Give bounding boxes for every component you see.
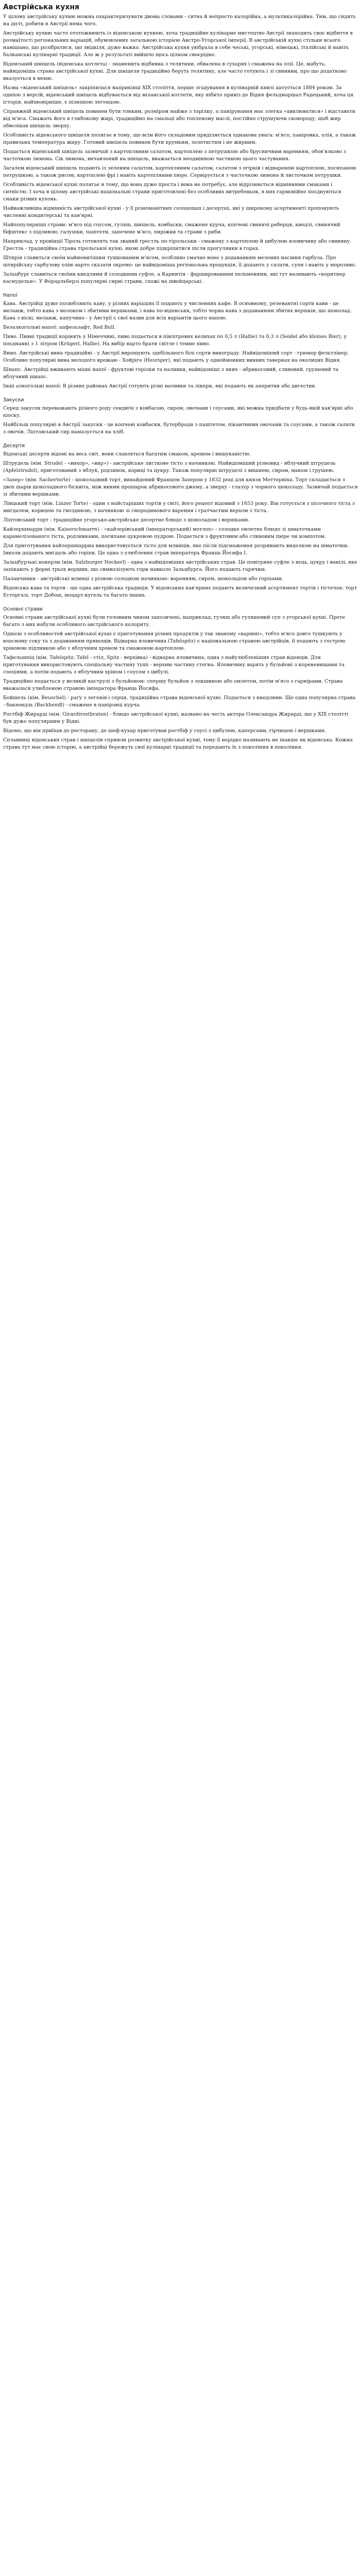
paragraph: Безалкогольні напої: апфельзафт, Red Bull. (3, 325, 116, 330)
paragraph: Основні страви австрійської кухні були головним чином запозичені, наприклад, гуляш або гуляшевий суп з угорської кухні. Проте багато з них набули особливого австрійського колориту. (3, 615, 346, 628)
paragraph: Австрійську кухню часто ототожнюють із віденською кухнею, хоча традиційне кулінарне мистецтво Австрії знаходить своє відбиття в розмаїтості регіональних варіацій, обумовлених загальною історією Австро-Угорської імперії. В австрійській кухні стільки всього намішано, що розібратися, що звідкіля, дуже важко. Австрійська кухня увібрала в себе чеські, угорські, німецькі, італійські й навіть балканські кулінарні традиції. Але ж у результаті вийшло щось цілком своєрідне. (3, 30, 353, 58)
paragraph: Найбільш популярні в Австрії закуски - це копчені ковбаски, бутерброди з паштетом, пікантними овочами та соусами, а також салати з овочів. Ліптовський сир намазується на хліб. (3, 422, 355, 435)
paragraph: «Захер» (нім. Sachertorte) - шоколадний торт, винайдений Францом Захером у 1832 році для князя Меттерніха. Торт складається з двох шарів шоколадного бісквіта, між якими прошарок абрикосового джему, а зверху - глазур з чорного шоколаду. Зазвичай подається зі збитими вершками. (3, 477, 358, 497)
paragraph: Назва «віденський шніцель» закріпилася наприкінці XIX століття, перше згадування в кулінарній книзі датується 1884 роком. За однією з версій, віденський шніцель відбувається від міланської котлети, яку нібито привіз до Відня фельдмаршал Радецький, хоча ця історія, найімовірніше, є пізнішою легендою. (3, 85, 354, 105)
paragraph: Шнапс. Австрійці вживають міцні напої - фруктові горілки та наливки, найвідоміші з яких - абрикосовий, сливовий, грушевий та яблучний шнапс. (3, 367, 339, 380)
paragraph: Справжній віденський шніцель повинен бути тонким, розміром майже з тарілку, а панірування має злегка «хвилюватися» і відставати від м'яса. Смажать його в глибокому жирі, традиційно на смальці або топленому маслі, постійно струшуючи сковороду, щоб жир обволікав шніцель зверху. (3, 109, 356, 129)
paragraph: Штирія славиться своїм найменитішим тушкованим м'ясом, особливо смачне воно з додаванням мелених насіння гарбуза. Про штирійську гарбузову олію варто сказати окремо: це найвідоміша регіональна продукція, її додають у салати, супи і навіть у морозиво. (3, 255, 356, 268)
paragraph: Кава. Австрійці дуже полюбляють каву, у різних варіаціях її подають у численних кафе. В основному, релевантні сорти кави - це меланж, тобто кава з молоком і збитими вершками, і кава по-віденськи, тобто чорна кава з додаванням збитих вершків, що шоколад. Кава з віскі, меланж, капучино - у Австрії є свої назви для всіх варіантів цього напою. (3, 301, 352, 321)
paragraph: Особливість віденської кухні полягає в тому, що вона дуже проста і вона не потребує, але відрізняється відмінними смаками і ситністю. І хоча в цілому австрійські національні страви приготовлені без особливих витребеньок, в них гармонійно поєднуються смаки різних кухонь. (3, 182, 341, 202)
paragraph: Найпопулярніші страви: м'ясо під соусом, гуляш, шніцель, ковбаски, смажене курча, копчені свинячі реберця, кнедлі, свинячий біфштекс з підливою, галушки, паштети, запечене м'ясо, пиріжки та страви з риби. (3, 222, 340, 235)
paragraph: Сплавниці віденських страв і шніцелів сприяли розвитку австрійської кухні, тому її нерідко називають не інакше як віденська. Кожна страва тут має свою історію, а австрійці бережуть свої кулінарні традиції та передають їх з покоління в покоління. (3, 737, 353, 750)
paragraph: Віденська кава та торти - ще одна австрійська традиція. У віденських кав'ярнях подають величезний асортимент тортів і тістечок: торт Есторгазі, торт Добош, моцарт-кугель та багато інших. (3, 585, 357, 598)
paragraph: Особливість віденського шніцеля полягає в тому, що всім його складовим приділяється однакова увага: м'ясо, паніровка, олія, а також правильна температура жиру. Готовий шніцель повинен бути хрумким, золотистим і не жирним. (3, 132, 356, 145)
paragraph: Штрудель (нім. Strudel - «вихор», «вир») - австрійське листкове тісто з начинкою. Найвідоміший різновид - яблучний штрудель (Apfelstrudel), приготований з яблук, родзинок, кориці та цукру. Також популярні штруделі з вишнею, сиром, маком і грушею. (3, 461, 336, 473)
paragraph: Тафельшпіц (нім. Tafelspitz; Tafel - стіл, Spitz - верхівка) - відварна яловичина, одна з найулюбленіших страв віденців. Для приготування використовують спеціальну частину туші - верхню частину стегна. Яловичину варять у бульйоні з кореневищами та спеціями, а потім подають з яблучним хріном і соусом з цибулі. (3, 655, 345, 675)
section (3, 397, 358, 436)
paragraph: Паланчинки - австрійські млинці з різною солодкою начинкою: варенням, сиром, шоколадом або горіхами. (3, 576, 284, 582)
paragraph: Подається віденський шніцель зазвичай з картопляним салатом, картоплею з петрушкою або брусничним варенням, обов'язково з часточкою лимона. Сік лимона, вичавлений на шніцель, вважається неодмінною частиною цього частування. (3, 149, 347, 162)
section (3, 443, 358, 599)
sections (3, 13, 358, 751)
paragraph: Лінцький торт (нім. Linzer Torte) - один з найстаріших тортів у світі, його рецепт відомий з 1653 року. Він готується з пісочного тіста з мигдалем, корицею та гвоздикою, з начинкою зі смородинового варення і гратчастим верхом з тіста. (3, 501, 355, 514)
section-heading: Закуски (3, 397, 24, 403)
paragraph: Вино. Австрійські вина традиційні - у Австрії вирощують здебільшого білі сорти винограду. Найвідоміший сорт - грюнер фельтлінер. Особливо популярні вина молодого врожаю - Хойріге (Heuriger), які подають у однойменних винних тавернах на околицях Відня. (3, 350, 349, 363)
paragraph: Ліптовський торт - традиційне угорсько-австрійське десертне блюдо з шоколадом і вершками. (3, 517, 250, 523)
paragraph: Наприклад, у провінції Тіроль готовлять так званий грестль по-тірольськи - смажену з картоплею й цибулею яловичину або свинину. Грестль - традиційна страва тірольської кухні, якою добре підкріпитися після прогулянки в горах. (3, 239, 352, 251)
section (3, 13, 358, 285)
section-heading: Напої (3, 293, 18, 298)
document (0, 0, 361, 760)
paragraph: Віденські десерти відомі на весь світ, вони славляться багатим смаком, кремом і вишуканістю. (3, 451, 251, 457)
section (3, 293, 358, 390)
paragraph: Зальцбург славиться своїми кнедлями й солодкими суфле, а Каринтія - фаршированими пельменями, які тут називають «кернтнер каснудельн». У Форарльберзі популярні сирні страви, схожі на швейцарські. (3, 272, 346, 284)
paragraph: Кайзершмаррн (нім. Kaiserschmarrn) - «кайзерівський (імператорський) мотлох» - солодке омлетне блюдо зі шматочками карамелізованого тіста, родзинками, посипане цукровою пудрою. Подається з фруктовим або сливовим пюре чи компотом. (3, 527, 326, 539)
section-heading: Десерти (3, 443, 25, 449)
paragraph: Загалом віденський шніцель подають із зеленим салатом, картопляним салатом, салатом з огірків і відвареною картоплею, посипаною петрушкою, а також рисом, картоплею фрі і навіть картопляним пюре. Сервірується з часточкою лимона й листочком петрушки. (3, 165, 356, 178)
paragraph: Відомо, що він приїхав до ресторану, де шеф-кухар приготував ростбіф у соусі з цибулею, каперсами, гірчицею і вершками. (3, 728, 326, 734)
paragraph: У цілому австрійську кухню можна охарактеризувати двома словами - ситна й непросто калорійна, а мультикалорійна. Тим, що сидять на дієті, робити в Австрії нема чого. (3, 14, 356, 27)
paragraph: Інші алкогольні напої: В різних районах Австрії готують різні наливки та лікери, які подають як аперитив або дигестив. (3, 383, 317, 389)
page-title: Австрійська кухня (3, 3, 80, 11)
paragraph: Віденський шніцель (віденська котлета) - знаменита відбивна з телятини, обвалена в сухарях і смажена на олії. Це, мабуть, найвідоміша страва австрійської кухні. Для шніцеля традиційно беруть телятину, але часто готують і зі свинини, про що додатково вказується в меню. (3, 61, 347, 81)
paragraph: Зальцбурзькі нокерли (нім. Salzburger Nockerl) - одна з найвідоміших австрійських страв. Це повітряне суфле з яєць, цукру і ванілі, яке запікають у формі трьох вершин, що символізують гори навколо Зальцбурга. Його подають гарячим. (3, 560, 357, 572)
section-heading: Основні страви (3, 606, 43, 612)
paragraph: Ростбіф Жирарді (нім. Girardirostbraten) - блюдо австрійської кухні, названо на честь актора Олександра Жирарді, що у XIX столітті був дуже популярним у Відні. (3, 711, 349, 724)
paragraph: Пиво. Пивні традиції корінять у Німеччині, пиво подається в півлітрових келихах по 0,5 л (Halbe) та 0,3 л (Seidel або kleines Bier), у поєднанні з 1 літром (Krügerl, Halbe). На вибір варто брати світле і темне пиво. (3, 334, 347, 347)
paragraph: Серед закусок переважають різного роду сендвічі з ковбасою, сиром, овочами і соусами, які можна придбати у будь-якій кав'ярні або кіоску. (3, 405, 353, 418)
section (3, 606, 358, 751)
paragraph: Для приготування кайзершмаррна використовується тісто для млинців, яке після підсмаження розривають виделкою на шматочки. Інколи додають мигдаль або горіхи. Це одна з улюблених страв імператора Франца Йосифа I. (3, 543, 349, 556)
paragraph: Найважливіша відмінність австрійської кухні - у її різноманітних солодощах і десертах, які у широкому асортименті пропонують численні кондитерські та кав'ярні. (3, 206, 339, 218)
paragraph: Бойшель (нім. Beuschel) - рагу з легенів і серця, традиційна страва віденської кухні. Подається з кнедлями. Ще одна популярна страва - бакхендль (Backhendl) - смажене в паніровці курча. (3, 695, 356, 708)
paragraph: Традиційно подається у великій каструлі з бульйоном: спершу бульйон з локшиною або омлетом, потім м'ясо з гарнірами. Страва вважалася улюбленою стравою імператора Франца Йосифа. (3, 679, 343, 691)
paragraph: Однією з особливостей австрійської кухні є приготування різних продуктів у так званому «варінні», тобто м'ясо довго тушкують у власному соку та з додаванням прянощів. Відварна яловичина (Tafelspitz) є національною стравою австрійців, її подають з гострою хріновою підливкою або з яблучним хроном та смаженою картоплею. (3, 631, 346, 651)
